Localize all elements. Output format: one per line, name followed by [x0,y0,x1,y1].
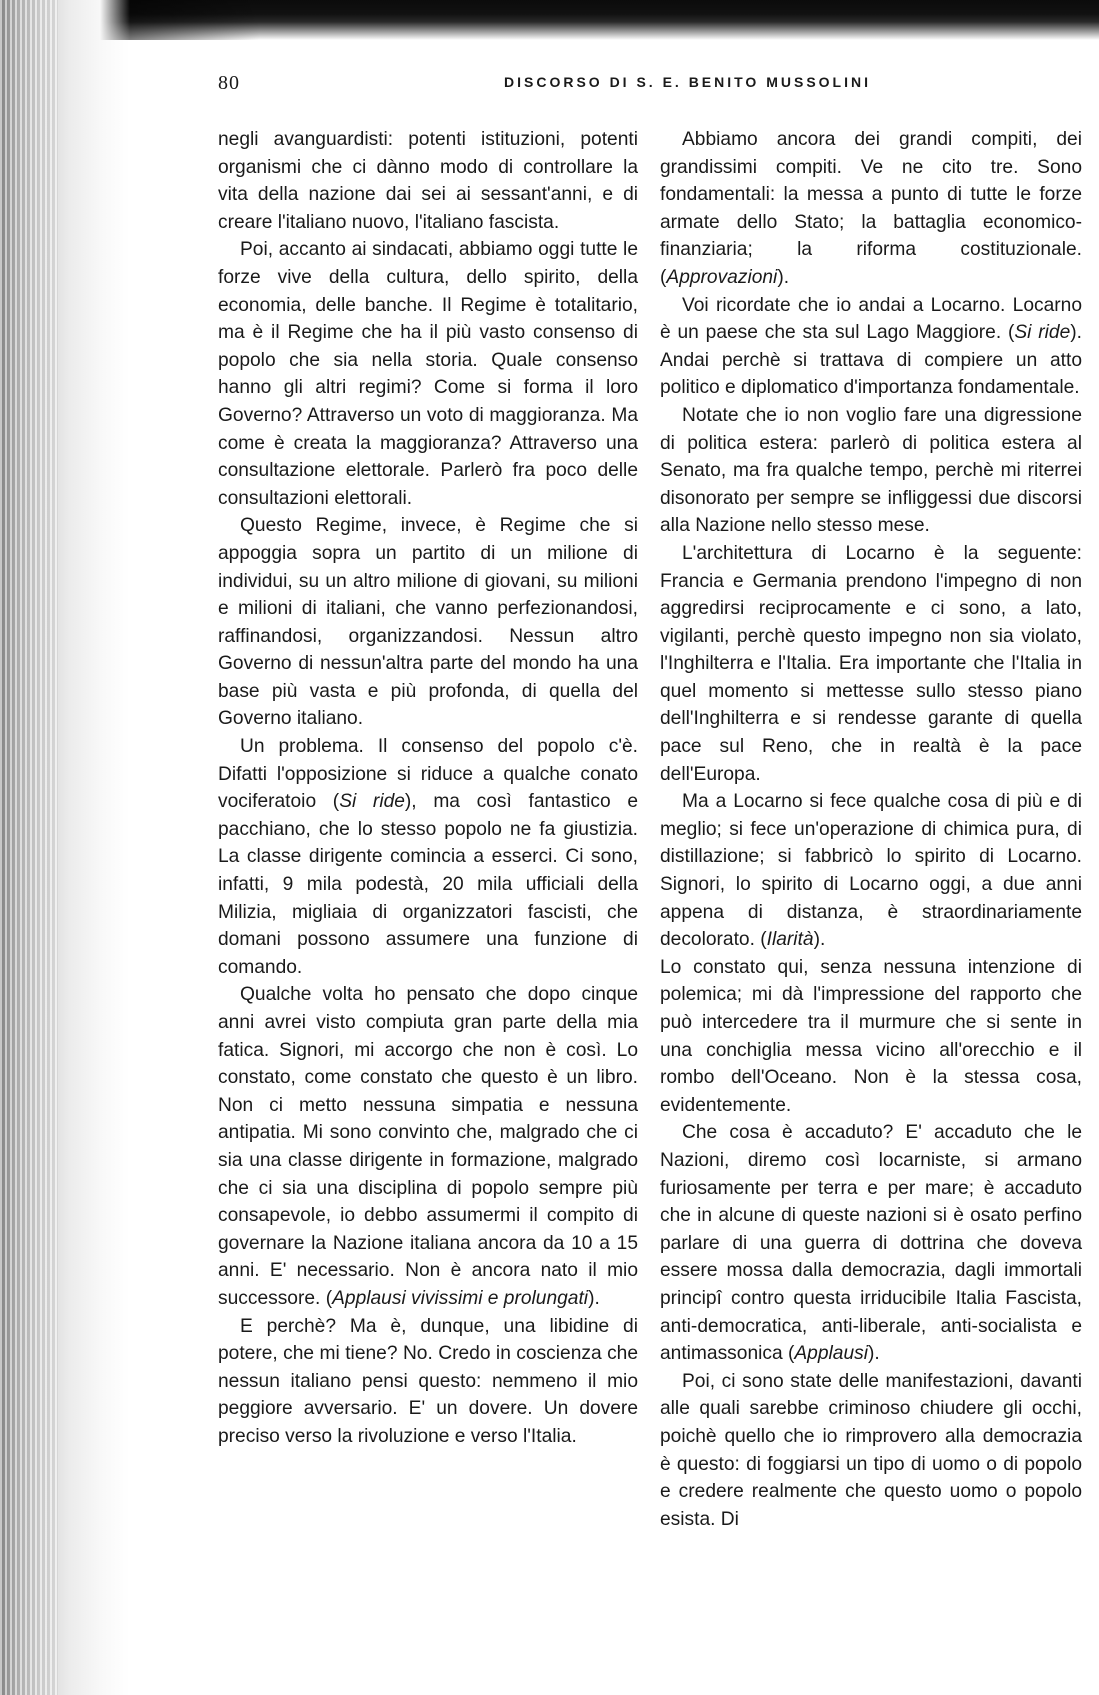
paragraph [218,733,638,981]
text-run: Che cosa è accaduto? E' accaduto che le Nazioni, diremo così locarniste, si armano furiosamente per terra e per mare; è accaduto che in alcune di queste nazioni si è osato perfino parlare di una guerra di dottrina che doveva essere mossa dalla democrazia, dagli immortali principî contro questa irriducibile Italia Fascista, anti-democratica, anti-liberale, anti-socialista e antimassonica ( [660,1122,1082,1365]
text-run: Un problema. Il consenso del popolo c'è. Difatti l'opposizione si riduce a qualche conato vociferatoio ( [218,736,638,813]
right-column [660,126,1082,1533]
paragraph [660,126,1082,292]
text-run: ). [588,1287,600,1309]
stage-direction: Si ride [1014,322,1071,344]
paragraph: Lo constato qui, senza nessuna intenzione di polemica; mi dà l'impressione del rapporto che può intercedere tra il murmure che si sente in una conchiglia messa vicino all'orecchio e il rombo dell'Oceano. Non è la stessa cosa, evidentemente. [660,956,1082,1116]
text-run: ), ma così fantastico e pacchiano, che lo stesso popolo ne fa giustizia. La classe dirigente comincia a esserci. Ci sono, infatti, 9 mila podestà, 20 mila ufficiali della Milizia, migliaia di organizzatori fascisti, che domani possono assumere una funzione di comando. [218,791,638,978]
paragraph: E perchè? Ma è, dunque, una libidine di potere, che mi tiene? No. Credo in coscienza che nessun italiano pensi questo: nemmeno il mio peggiore avversario. E' un dovere. Un dovere preciso verso la rivoluzione e verso l'Italia. [218,1315,638,1447]
paragraph [660,1119,1082,1367]
paragraph: Questo Regime, invece, è Regime che si appoggia sopra un partito di un milione di individui, su un altro milione di giovani, su milioni e milioni di italiani, che vanno perfezionandosi, raffinandosi, organizzandosi. Nessun altro Governo di nessun'altra parte del mondo ha una base più vasta e più profonda, di quella del Governo italiano. [218,515,638,730]
text-run: Ma a Locarno si fece qualche cosa di più e di meglio; si fece un'operazione di chimica pura, di distillazione; si fabbricò lo spirito di Locarno. Signori, lo spirito di Locarno oggi, a due anni appena di distanza, è straordinariamente decolorato. ( [660,791,1082,951]
stage-direction: Applausi vivissimi e prolungati [332,1287,589,1309]
text-run: ). [777,266,790,288]
left-column [218,126,638,1451]
text-run: Qualche volta ho pensato che dopo cinque anni avrei visto compiuta gran parte della mia fatica. Signori, mi accorgo che non è così. Lo constato, come constato che questo è un libro. Non ci metto nessuna simpatia e nessuna antipatia. Mi sono convinto che, malgrado che ci sia una classe dirigente in formazione, malgrado che ci sia una disciplina di popolo sempre più consapevole, io debbo assumermi il compito di governare la Nazione italiana ancora da 10 a 15 anni. E' necessario. Non è ancora nato il mio successore. ( [218,984,638,1309]
paragraph: Poi, ci sono state delle manifestazioni, davanti alle quali sarebbe criminoso chiudere gli occhi, poichè quello che io rimprovero alla democrazia è questo: di foggiarsi un tipo di uomo o di popolo e credere realmente che questo uomo o popolo esista. Di [660,1370,1082,1530]
text-run: ). Andai perchè si trattava di compiere un atto politico e diplomatico d'importanza fondamentale. [660,322,1082,399]
stage-direction: Applausi [794,1343,868,1365]
paragraph: L'architettura di Locarno è la seguente: Francia e Germania prendono l'impegno di non aggredirsi reciprocamente e ci sono, a lato, vigilanti, perchè questo impegno non sia violato, l'Inghilterra e l'Italia. Era importante che l'Italia in quel momento si mettesse sullo stesso piano dell'Inghilterra e si rendesse garante di quella pace sul Reno, che in realtà è la pace dell'Europa. [660,542,1082,785]
paragraph [660,788,1082,954]
scan-shadow-top [0,0,1099,40]
page-number: 80 [218,72,240,94]
text-run: ). [867,1343,880,1365]
stage-direction: Si ride [339,791,405,813]
text-run: Voi ricordate che io andai a Locarno. Locarno è un paese che sta sul Lago Maggiore. ( [660,294,1082,344]
page-header [218,72,1040,96]
scan-shadow-gutter [0,0,130,1695]
paragraph [218,981,638,1312]
paragraph: negli avanguardisti: potenti istituzioni, potenti organismi che ci dànno modo di controllare la vita della nazione dai sei ai sessant'anni, e di creare l'italiano nuovo, l'italiano fascista. [218,129,638,233]
text-run: Abbiamo ancora dei grandi compiti, dei grandissimi compiti. Ve ne cito tre. Sono fondamentali: la messa a punto di tutte le forze armate dello Stato; la battaglia economico-finanziaria; la riforma costituzionale. ( [660,129,1082,288]
stage-direction: Ilarità [766,929,814,951]
text-run: ). [813,929,826,951]
paragraph [660,292,1082,402]
paragraph: Poi, accanto ai sindacati, abbiamo oggi tutte le forze vive della cultura, dello spirito, della economia, delle banche. Il Regime è totalitario, ma è il Regime che ha il più vasto consenso di popolo che sia nella storia. Quale consenso hanno gli altri regimi? Come si forma il loro Governo? Attraverso un voto di maggioranza. Ma come è creata la maggioranza? Attraverso una consultazione elettorale. Parlerò fra poco delle consultazioni elettorali. [218,239,638,509]
running-title: DISCORSO DI S. E. BENITO MUSSOLINI [504,74,871,90]
paragraph: Notate che io non voglio fare una digressione di politica estera: parlerò di politica estera al Senato, ma fra qualche tempo, perchè mi riterrei disonorato per sempre se infliggessi due discorsi alla Nazione nello stesso mese. [660,404,1082,537]
stage-direction: Approvazioni [666,266,778,288]
